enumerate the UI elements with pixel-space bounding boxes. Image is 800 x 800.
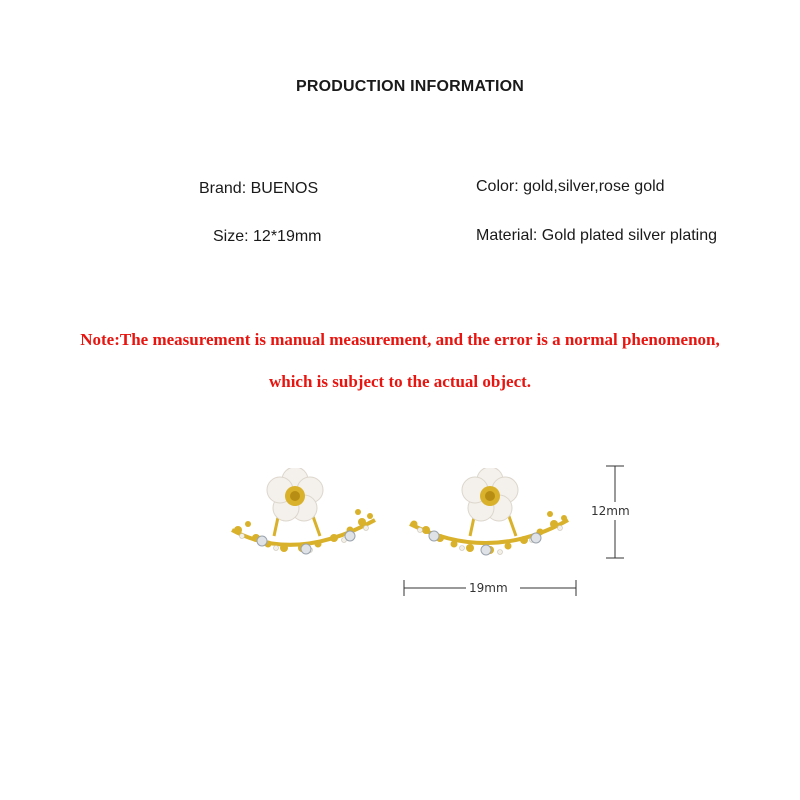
- height-dimension-label: 12mm: [591, 504, 630, 518]
- material-spec: Material: Gold plated silver plating: [476, 227, 718, 244]
- brand-spec: Brand: BUENOS: [199, 180, 319, 197]
- color-spec: Color: gold,silver,rose gold: [476, 178, 665, 195]
- page-title: PRODUCTION INFORMATION: [295, 78, 525, 95]
- size-spec: Size: 12*19mm: [213, 228, 322, 245]
- note-line-2: which is subject to the actual object.: [268, 372, 532, 391]
- width-dimension-label: 19mm: [469, 581, 508, 595]
- note-line-1: Note:The measurement is manual measurement, and the error is a normal phenomenon,: [80, 330, 720, 349]
